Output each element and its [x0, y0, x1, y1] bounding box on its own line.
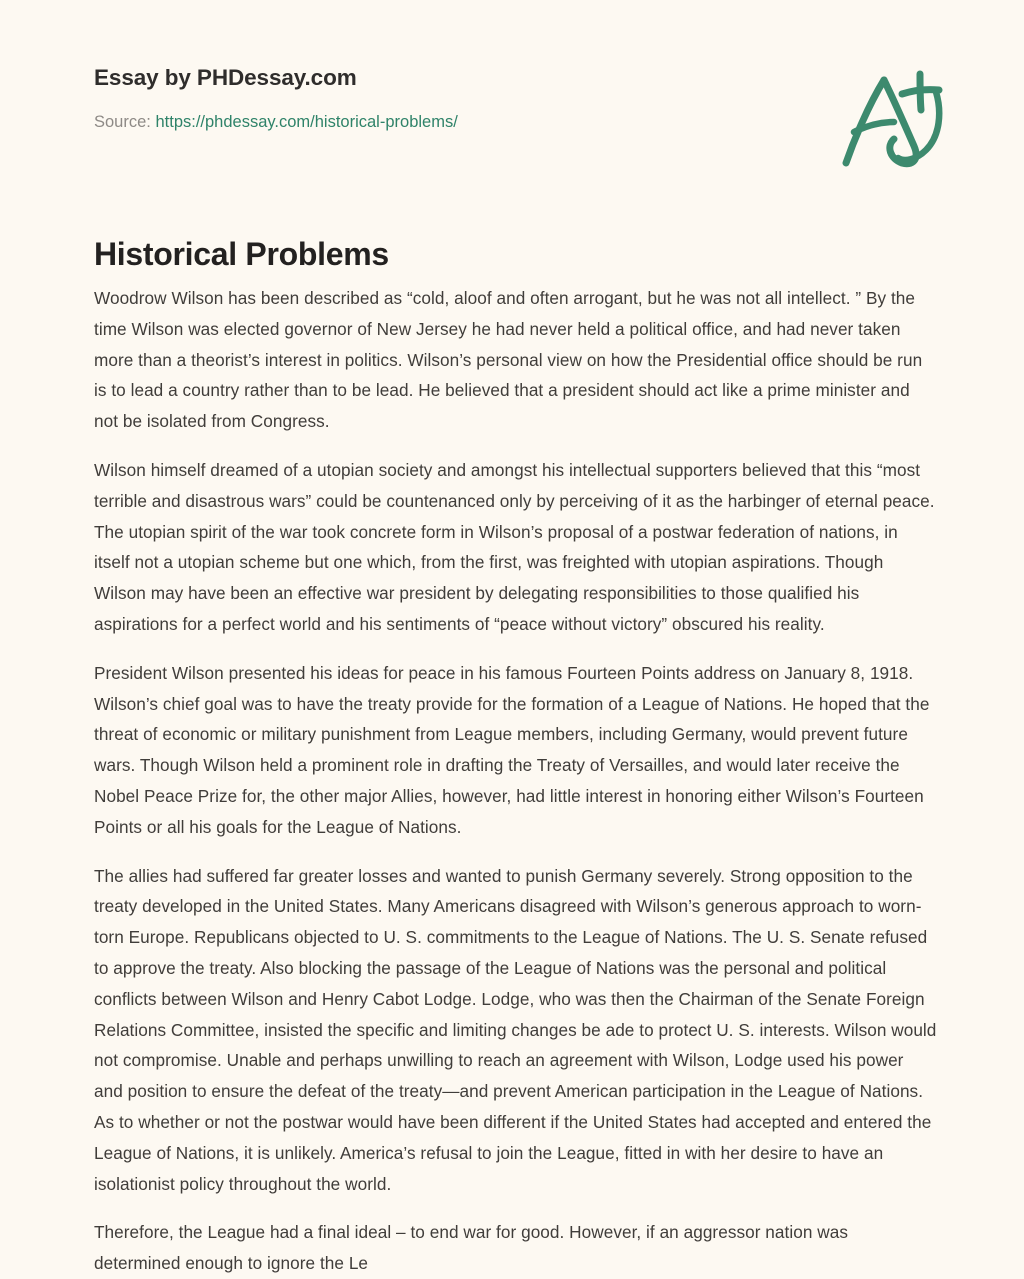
- paragraph: President Wilson presented his ideas for peace in his famous Fourteen Points address on January 8, 1918. Wilson’s chief goal was to have the treaty provide for the formation of a League of Nations. He hoped that the threat of economic or military punishment from League members, including Germany, would prevent future wars. Though Wilson held a prominent role in drafting the Treaty of Versailles, and would later receive the Nobel Peace Prize for, the other major Allies, however, had little interest in honoring either Wilson’s Fourteen Points or all his goals for the League of Nations.: [94, 662, 930, 837]
- a-plus-icon: [832, 62, 952, 172]
- brand-title: Essay by PHDessay.com: [94, 65, 357, 90]
- phdessay-a-plus-logo: [832, 62, 952, 172]
- paragraph: Therefore, the League had a final ideal – to end war for good. However, if an aggressor nation was determined enough to ignore the Le: [94, 1222, 848, 1274]
- essay-body: [94, 283, 937, 1279]
- paragraph: Woodrow Wilson has been described as “cold, aloof and often arrogant, but he was not all intellect. ” By the time Wilson was elected governor of New Jersey he had never held a political office, and had never taken more than a theorist’s interest in politics. Wilson’s personal view on how the Presidential office should be run is to lead a country rather than to be lead. He believed that a president should act like a prime minister and not be isolated from Congress.: [94, 288, 923, 432]
- paragraph: Wilson himself dreamed of a utopian society and amongst his intellectual supporters believed that this “most terrible and disastrous wars” could be countenanced only by perceiving of it as the harbinger of eternal peace. The utopian spirit of the war took concrete form in Wilson’s proposal of a postwar federation of nations, in itself not a utopian scheme but one which, from the first, was freighted with utopian aspirations. Though Wilson may have been an effective war president by delegating responsibilities to those qualified his aspirations for a perfect world and his sentiments of “peace without victory” obscured his reality.: [94, 459, 935, 634]
- page-header: [94, 64, 954, 174]
- source-line: [94, 112, 954, 133]
- source-url-link[interactable]: https://phdessay.com/historical-problems/: [155, 113, 458, 131]
- source-label: Source:: [94, 113, 151, 131]
- page-title: Historical Problems: [94, 236, 389, 273]
- paragraph: The allies had suffered far greater losses and wanted to punish Germany severely. Strong opposition to the treaty developed in the United States. Many Americans disagreed with Wilson’s generous approach to worn-torn Europe. Republicans objected to U. S. commitments to the League of Nations. The U. S. Senate refused to approve the treaty. Also blocking the passage of the League of Nations was the personal and political conflicts between Wilson and Henry Cabot Lodge. Lodge, who was then the Chairman of the Senate Foreign Relations Committee, insisted the specific and limiting changes be ade to protect U. S. interests. Wilson would not compromise. Unable and perhaps unwilling to reach an agreement with Wilson, Lodge used his power and position to ensure the defeat of the treaty—and prevent American participation in the League of Nations. As to whether or not the postwar would have been different if the United States had accepted and entered the League of Nations, it is unlikely. America’s refusal to join the League, fitted in with her desire to have an isolationist policy throughout the world.: [94, 865, 937, 1194]
